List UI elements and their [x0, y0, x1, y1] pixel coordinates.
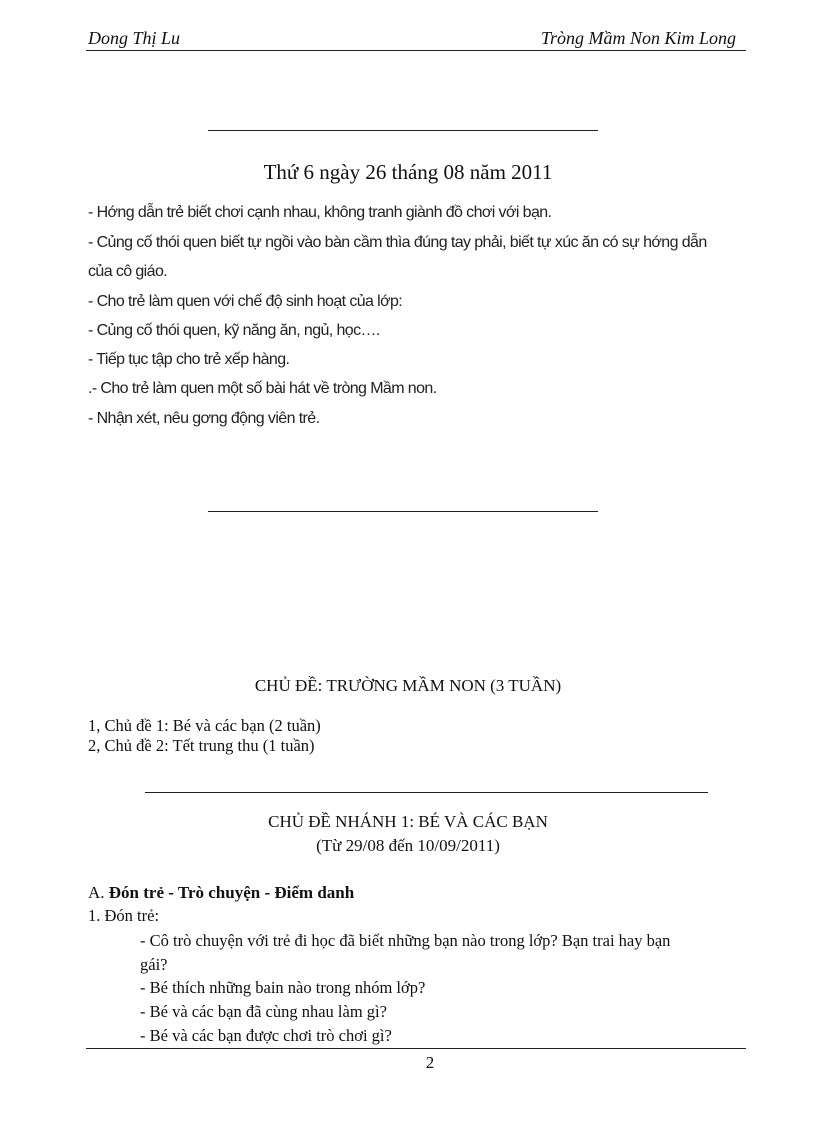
header-author: Dong Thị Lu [88, 28, 181, 48]
objective-6: .- Cho trẻ làm quen một số bài hát về tròng Mầm non. [88, 380, 437, 397]
header-rule [86, 50, 746, 51]
objective-5: - Tiếp tục tập cho trẻ xếp hàng. [88, 351, 290, 368]
page-number: 2 [425, 1053, 435, 1072]
header-school: Tròng Mầm Non Kim Long [540, 28, 736, 48]
subtopic-dates: (Từ 29/08 đến 10/09/2011) [316, 836, 500, 855]
divider-topic [145, 792, 708, 793]
topic-title: CHỦ ĐỀ: TRƯỜNG MẦM NON (3 TUẦN) [254, 676, 562, 695]
section-a-letter: A. [88, 883, 105, 902]
divider-top [208, 130, 598, 131]
section-a-title: Đón trẻ - Trò chuyện - Điểm danh [108, 883, 355, 902]
objective-2: - Củng cố thói quen biết tự ngồi vào bàn cầm thìa đúng tay phải, biết tự xúc ăn có sự hớng dẫn [88, 234, 707, 251]
divider-middle [208, 511, 598, 512]
section-a-heading [88, 883, 354, 903]
section-a-subheading: 1. Đón trẻ: [88, 906, 160, 925]
topic-item-2: 2, Chủ đề 2: Tết trung thu (1 tuần) [88, 736, 315, 755]
question-4: - Bé và các bạn được chơi trò chơi gì? [140, 1026, 392, 1045]
day-title: Thứ 6 ngày 26 tháng 08 năm 2011 [263, 160, 553, 184]
objective-7: - Nhận xét, nêu gơng động viên trẻ. [88, 410, 320, 427]
question-1: - Cô trò chuyện với trẻ đi học đã biết những bạn nào trong lớp? Bạn trai hay bạn [140, 931, 671, 950]
footer-rule [86, 1048, 746, 1049]
topic-item-1: 1, Chủ đề 1: Bé và các bạn (2 tuần) [88, 716, 321, 735]
subtopic-block [0, 810, 816, 858]
objective-3: - Cho trẻ làm quen với chế độ sinh hoạt của lớp: [88, 293, 403, 310]
question-2: - Bé thích những bain nào trong nhóm lớp? [140, 978, 426, 997]
objective-1: - Hớng dẫn trẻ biết chơi cạnh nhau, không tranh giành đồ chơi với bạn. [88, 204, 552, 221]
objective-4: - Củng cố thói quen, kỹ năng ăn, ngủ, học…. [88, 322, 380, 339]
question-3: - Bé và các bạn đã cùng nhau làm gì? [140, 1002, 387, 1021]
objective-2-cont: của cô giáo. [88, 263, 168, 280]
subtopic-title: CHỦ ĐỀ NHÁNH 1: BÉ VÀ CÁC BẠN [268, 812, 548, 831]
question-1-cont: gái? [140, 955, 168, 974]
